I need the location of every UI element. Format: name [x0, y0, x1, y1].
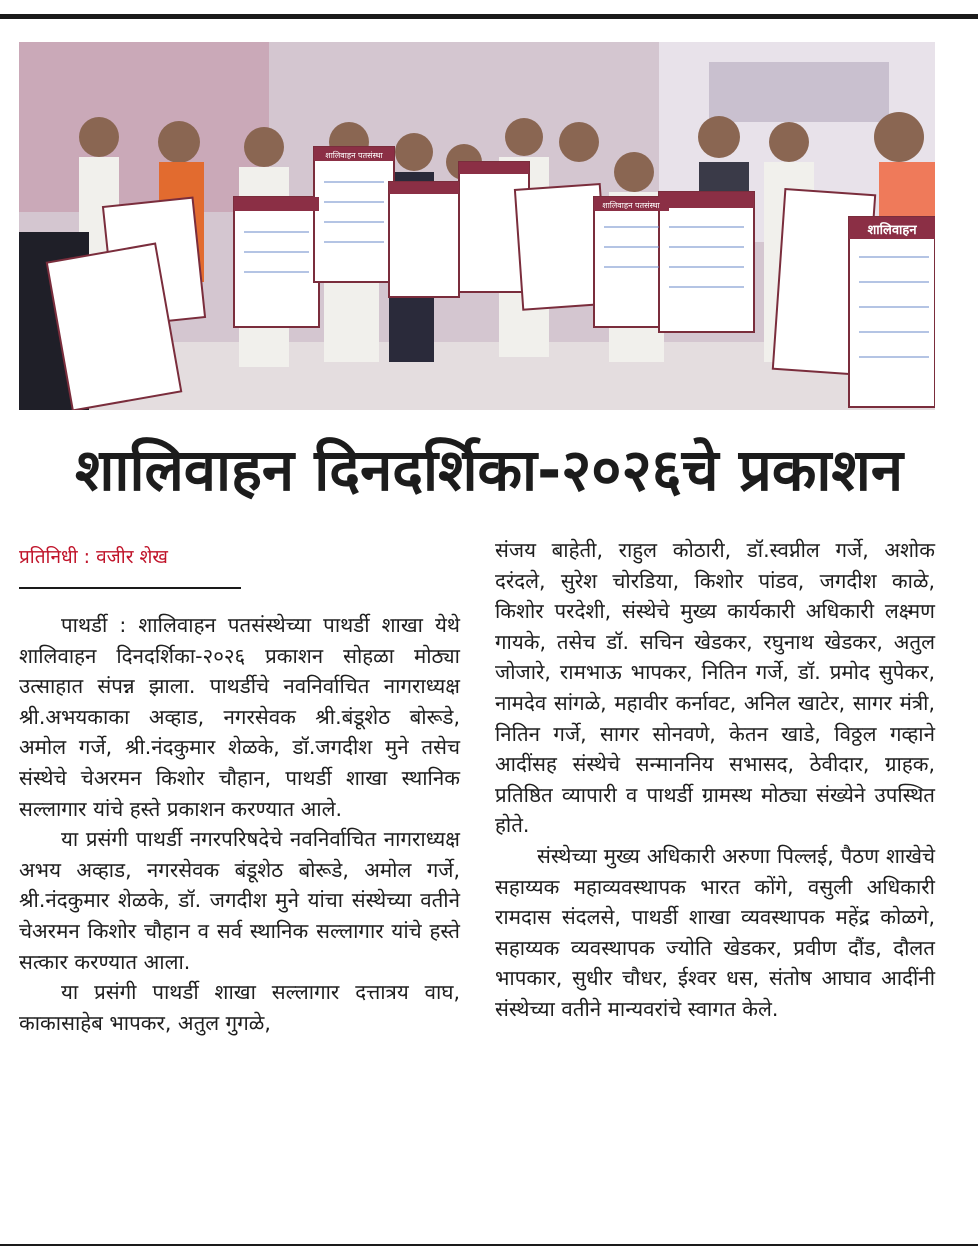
news-photo — [19, 42, 935, 410]
headline: शालिवाहन दिनदर्शिका-२०२६चे प्रकाशन — [74, 436, 904, 504]
photo-illustration — [19, 42, 935, 410]
article-paragraph: या प्रसंगी पाथर्डी नगरपरिषदेचे नवनिर्वाचित नागराध्यक्ष अभय अव्हाड, नगरसेवक बंडूशेठ बोरूडे, अमोल गर्जे, श्री.नंदकुमार शेळके, डॉ. जगदीश मुने यांचा संस्थेच्या वतीने चेअरमन किशोर चौहान व सर्व स्थानिक सल्लागार यांचे हस्ते सत्कार करण्यात आला. — [19, 827, 460, 974]
article-paragraph: संजय बाहेती, राहुल कोठारी, डॉ.स्वप्नील गर्जे, अशोक दरंदले, सुरेश चोरडिया, किशोर पांडव, जगदीश काळे, किशोर परदेशी, संस्थेचे मुख्य कार्यकारी अधिकारी लक्ष्मण गायके, तसेच डॉ. सचिन खेडकर, रघुनाथ खेडकर, अतुल जोजारे, रामभाऊ भापकर, नितिन गर्जे, डॉ. प्रमोद सुपेकर, नामदेव सांगळे, महावीर कर्नावट, अनिल खाटेर, सागर मंत्री, नितिन गर्जे, सागर सोनवणे, केतन खाडे, विठ्ठल गव्हाने आदींसह संस्थेचे सन्माननिय सभासद, ठेवीदार, ग्राहक, प्रतिष्ठित व्यापारी व पाथर्डी ग्रामस्थ मोठ्या संख्येने उपस्थित होते. — [495, 538, 935, 838]
byline: प्रतिनिधी : वजीर शेख — [19, 546, 168, 568]
article-column-right — [495, 535, 935, 1025]
article-paragraph: संस्थेच्या मुख्य अधिकारी अरुणा पिल्लई, पैठण शाखेचे सहाय्यक महाव्यवस्थापक भारत कोंगे, वसुली अधिकारी रामदास संदलसे, पाथर्डी शाखा व्यवस्थापक महेंद्र कोळगे, सहाय्यक व्यवस्थापक ज्योति खेडकर, प्रवीण दौंड, दौलत भापकार, सुधीर चौधर, ईश्वर धस, संतोष आघाव आदींनी संस्थेच्या वतीने मान्यवरांचे स्वागत केले. — [495, 843, 935, 1021]
byline-rule — [19, 587, 241, 589]
calendar-heading: शालिवाहन पतसंस्था — [325, 151, 383, 160]
bottom-rule — [0, 1244, 978, 1246]
calendar-heading-short: शालिवाहन — [867, 223, 917, 238]
article-paragraph: या प्रसंगी पाथर्डी शाखा सल्लागार दत्तात्रय वाघ, काकासाहेब भापकर, अतुल गुगळे, — [19, 980, 460, 1035]
calendar-heading: शालिवाहन पतसंस्था — [602, 201, 660, 210]
article-column-left — [19, 610, 460, 1038]
article-paragraph: पाथर्डी : शालिवाहन पतसंस्थेच्या पाथर्डी शाखा येथे शालिवाहन दिनदर्शिका-२०२६ प्रकाशन सोहळा मोठ्या उत्साहात संपन्न झाला. पाथर्डीचे नवनिर्वाचित नागराध्यक्ष श्री.अभयकाका अव्हाड, नगरसेवक श्री.बंडूशेठ बोरूडे, अमोल गर्जे, श्री.नंदकुमार शेळके, डॉ.जगदीश मुने तसेच संस्थेचे चेअरमन किशोर चौहान, पाथर्डी शाखा स्थानिक सल्लागार यांचे हस्ते प्रकाशन करण्यात आले. — [19, 613, 460, 821]
top-rule — [0, 14, 978, 19]
